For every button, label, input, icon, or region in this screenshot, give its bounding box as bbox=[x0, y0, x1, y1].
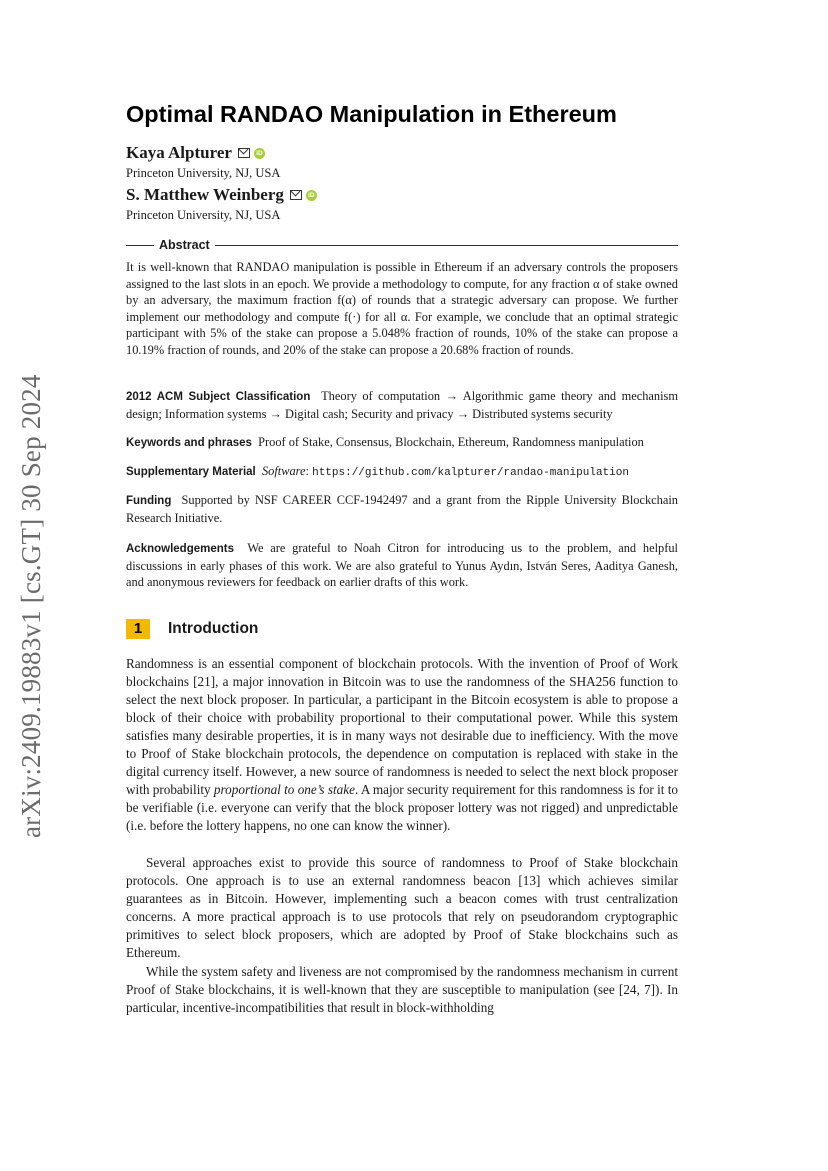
supplementary-link[interactable]: https://github.com/kalpturer/randao-manipulation bbox=[312, 467, 629, 479]
author-name: Kaya Alpturer bbox=[126, 143, 232, 162]
section-number: 1 bbox=[126, 619, 150, 639]
intro-paragraph: Randomness is an essential component of blockchain protocols. With the invention of Proof of Work blockchains [21], a major innovation in Bitcoin was to use the randomness of the SHA256 function to select the next block proposer. In particular, a participant in the Bitcoin ecosystem is able to propose a block of their choice with probability proportional to their computational power. While this system satisfies many desirable properties, it is in many ways not desirable due to inefficiency. With the move to Proof of Stake blockchain protocols, the dependence on computation is replaced with stake in the digital currency itself. However, a new source of randomness is needed to select the next block proposer with probability proportional to one’s stake. A major security requirement for this randomness is for it to be verifiable (i.e. everyone can verify that the block proposer lottery was not rigged) and unpredictable (i.e. before the lottery happens, no one can know the winner). bbox=[126, 656, 679, 833]
abstract-label: Abstract bbox=[159, 238, 210, 252]
section-heading bbox=[126, 619, 258, 639]
author-affiliation: Princeton University, NJ, USA bbox=[126, 166, 281, 180]
supplementary-material: Supplementary Material Software: https://github.com/kalpturer/randao-manipulation bbox=[126, 464, 629, 479]
paper-title: Optimal RANDAO Manipulation in Ethereum bbox=[126, 101, 617, 127]
acm-text: Theory of computation → Algorithmic game theory and mechanism design; Information systems → Digital cash; Security and privacy → Distributed systems security bbox=[126, 389, 679, 421]
author-name: S. Matthew Weinberg bbox=[126, 185, 284, 204]
supplementary-label: Supplementary Material bbox=[126, 466, 256, 478]
section-title: Introduction bbox=[168, 620, 259, 637]
acknowledgements-text: We are grateful to Noah Citron for introducing us to the problem, and helpful discussions in early phases of this work. We are also grateful to Yunus Aydın, István Seres, Aaditya Ganesh, and anonymous reviewers for feedback on earlier drafts of this work. bbox=[126, 541, 678, 590]
author-block bbox=[126, 143, 280, 181]
rule-line bbox=[215, 245, 678, 246]
mail-icon[interactable] bbox=[238, 148, 250, 158]
abstract-text: It is well-known that RANDAO manipulation is possible in Ethereum if an adversary controls the proposers assigned to the last slots in an epoch. We provide a methodology to compute, for any fraction α of stake owned by an adversary, the maximum fraction f(α) of rounds that a strategic adversary can propose. We further implement our methodology and compute f(·) for all α. For example, we conclude that an optimal strategic participant with 5% of the stake can propose a 5.048% fraction of rounds, 10% of the stake can propose a 10.19% fraction of rounds, and 20% of the stake can propose a 20.68% fraction of rounds. bbox=[126, 260, 678, 357]
intro-paragraph: While the system safety and liveness are not compromised by the randomness mechanism in current Proof of Stake blockchains, it is well-known that they are susceptible to manipulation (see [24, 7]). In particular, incentive-incompatibilities that result in block-withholding bbox=[126, 964, 678, 1015]
orcid-icon[interactable]: iD bbox=[306, 190, 317, 201]
arxiv-identifier: arXiv:2409.19883v1 [cs.GT] 30 Sep 2024 bbox=[16, 374, 46, 838]
author-affiliation: Princeton University, NJ, USA bbox=[126, 208, 281, 222]
acknowledgements-label: Acknowledgements bbox=[126, 543, 234, 555]
keywords bbox=[126, 434, 678, 452]
acknowledgements bbox=[126, 540, 678, 591]
funding-text: Supported by NSF CAREER CCF-1942497 and a grant from the Ripple University Blockchain Research Initiative. bbox=[126, 493, 678, 525]
supplementary-kind: Software bbox=[261, 464, 306, 478]
acm-label: 2012 ACM Subject Classification bbox=[126, 391, 311, 403]
emphasis: proportional to one’s stake bbox=[213, 782, 355, 797]
funding-label: Funding bbox=[126, 495, 172, 507]
author-block bbox=[126, 185, 317, 223]
keywords-text: Proof of Stake, Consensus, Blockchain, Ethereum, Randomness manipulation bbox=[258, 435, 644, 449]
keywords-label: Keywords and phrases bbox=[126, 437, 252, 449]
orcid-icon[interactable]: iD bbox=[254, 148, 265, 159]
intro-paragraph: Several approaches exist to provide this source of randomness to Proof of Stake blockchain protocols. One approach is to use an external randomness beacon [13] which achieves similar guarantees as in Bitcoin. However, implementing such a beacon comes with trust centralization concerns. A more practical approach is to use protocols that rely on pseudorandom cryptographic primitives to select block proposers, which are adopted by Proof of Stake blockchains such as Ethereum. bbox=[126, 855, 678, 960]
mail-icon[interactable] bbox=[290, 190, 302, 200]
rule-line bbox=[126, 245, 154, 246]
funding bbox=[126, 492, 678, 526]
abstract-heading bbox=[126, 238, 678, 252]
acm-classification bbox=[126, 388, 678, 422]
